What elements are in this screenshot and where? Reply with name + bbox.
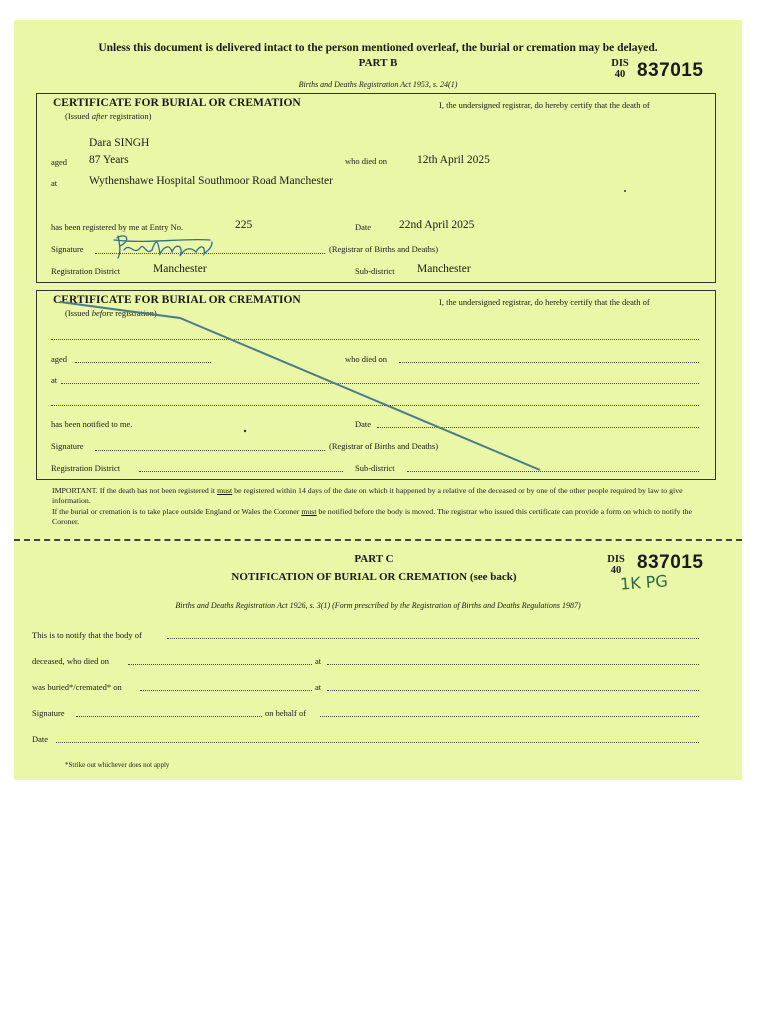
body-label: This is to notify that the body of (32, 630, 142, 640)
died-on-label: who died on (345, 354, 388, 364)
district-line (139, 471, 343, 472)
dis-number: 40 (610, 565, 622, 576)
serial-number: 837015 (637, 60, 704, 81)
deceased-label: deceased, who died on (32, 656, 109, 666)
died-on-line (399, 362, 699, 363)
registration-note: IMPORTANT. If the death has not been registered it must be registered within 14 days of the date on which it happened by a relative of the deceased or by one of the other people required by law to give information. (52, 486, 683, 505)
act-reference: Births and Deaths Registration Act 1926, s. 3(1) (Form prescribed by the Registration of Births and Deaths Regulations 1987) (175, 601, 581, 610)
signature-label: Signature (32, 708, 65, 718)
signature-label: Signature (51, 441, 84, 451)
at-label-2: at (315, 682, 322, 692)
document-sheet (14, 20, 742, 780)
died-on-line (128, 664, 312, 665)
district-label: Registration District (51, 463, 121, 473)
date-line (377, 427, 699, 428)
dis-code-box (603, 554, 629, 576)
issued-after-note: (Issued after registration) (65, 111, 152, 121)
certificate-before-registration (36, 290, 716, 480)
part-b-label: PART B (358, 57, 398, 69)
subdistrict-label: Sub-district (355, 463, 395, 473)
signature-line (95, 450, 325, 451)
buried-line (140, 690, 312, 691)
aged-label: aged (51, 157, 68, 167)
serial-number: 837015 (637, 552, 704, 573)
tear-off-line (14, 539, 742, 541)
at-label: at (51, 375, 58, 385)
behalf-line (320, 716, 699, 717)
notified-label: has been notified to me. (51, 419, 133, 429)
certificate-title: CERTIFICATE FOR BURIAL OR CREMATION (53, 294, 301, 306)
date-line (56, 742, 699, 743)
dis-code: DIS (607, 554, 625, 565)
aged-value: 87 Years (89, 154, 129, 166)
subdistrict-value: Manchester (417, 263, 471, 275)
deceased-name: Dara SINGH (89, 137, 150, 149)
at-label: at (51, 178, 58, 188)
aged-line (75, 362, 211, 363)
registrar-label: (Registrar of Births and Deaths) (329, 244, 439, 254)
body-line (167, 638, 699, 639)
handwritten-note: 1K PG (619, 571, 669, 594)
part-c-label: PART C (354, 553, 394, 565)
important-notes (52, 486, 702, 526)
at-label: at (315, 656, 322, 666)
name-line (51, 339, 699, 340)
certificate-title: CERTIFICATE FOR BURIAL OR CREMATION (53, 97, 301, 109)
certify-statement: I, the undersigned registrar, do hereby certify that the death of (439, 100, 650, 110)
signature-line (95, 253, 325, 254)
signature-label: Signature (51, 244, 84, 254)
at-line-2 (51, 405, 699, 406)
buried-label: was buried*/cremated* on (32, 682, 122, 692)
dis-code-box (607, 58, 633, 80)
date-label: Date (355, 222, 372, 232)
date-label: Date (355, 419, 372, 429)
place-of-death: Wythenshawe Hospital Southmoor Road Manchester (89, 175, 333, 187)
strike-out-footnote: *Strike out whichever does not apply (65, 761, 170, 769)
district-value: Manchester (153, 263, 207, 275)
at-line (61, 383, 699, 384)
died-on-value: 12th April 2025 (417, 154, 490, 166)
entry-number: 225 (235, 219, 253, 231)
issued-before-note: (Issued before registration) (65, 308, 157, 318)
died-on-label: who died on (345, 156, 388, 166)
certificate-after-registration (36, 93, 716, 283)
act-reference: Births and Deaths Registration Act 1953, s. 24(1) (298, 80, 458, 89)
aged-label: aged (51, 354, 68, 364)
registrar-label: (Registrar of Births and Deaths) (329, 441, 439, 451)
dis-code: DIS (611, 58, 629, 69)
subdistrict-line (407, 471, 699, 472)
dis-number: 40 (614, 69, 626, 80)
notification-title: NOTIFICATION OF BURIAL OR CREMATION (see back) (231, 571, 517, 583)
registration-date: 22nd April 2025 (399, 219, 475, 231)
coroner-note: If the burial or cremation is to take place outside England or Wales the Coroner must be notified before the body is moved. The registrar who issued this certificate can provide a form on which to notify the Coroner. (52, 507, 692, 526)
delivery-warning: Unless this document is delivered intact to the person mentioned overleaf, the burial or cremation may be delayed. (98, 42, 658, 54)
at-line (327, 664, 699, 665)
district-label: Registration District (51, 266, 121, 276)
behalf-label: on behalf of (265, 708, 307, 718)
certify-statement: I, the undersigned registrar, do hereby certify that the death of (439, 297, 650, 307)
signature-line (76, 716, 262, 717)
at-line-2 (327, 690, 699, 691)
entry-label: has been registered by me at Entry No. (51, 222, 184, 232)
date-label: Date (32, 734, 49, 744)
subdistrict-label: Sub-district (355, 266, 395, 276)
